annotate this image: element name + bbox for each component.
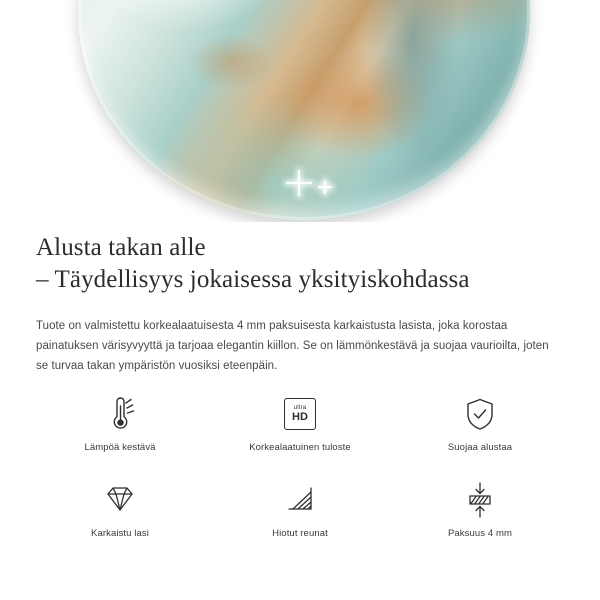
feature-label: Suojaa alustaa xyxy=(447,442,513,453)
thermometer-icon xyxy=(103,392,137,436)
thickness-icon xyxy=(461,478,499,522)
round-glass-print-image xyxy=(78,0,530,220)
feature-label: Paksuus 4 mm xyxy=(447,528,513,539)
hero-image xyxy=(0,0,600,222)
headline-line-2: – Täydellisyys jokaisessa yksityiskohdassa xyxy=(36,266,470,293)
feature-item-high-quality-print xyxy=(210,392,390,470)
feature-item-polished-edges xyxy=(210,478,390,556)
feature-label: Hiotut reunat xyxy=(272,528,328,539)
feature-label: Lämpöä kestävä xyxy=(84,442,156,453)
feature-item-tempered-glass xyxy=(30,478,210,556)
polished-edges-icon xyxy=(281,478,319,522)
feature-item-thickness xyxy=(390,478,570,556)
content-block xyxy=(36,232,566,376)
shield-check-icon xyxy=(463,392,497,436)
feature-grid xyxy=(30,392,570,556)
feature-label: Karkaistu lasi xyxy=(91,528,149,539)
body-paragraph: Tuote on valmistettu korkealaatuisesta 4 mm paksuisesta karkaistusta lasista, joka korostaa painatuksen värisyvyyttä ja tarjoaa elegantin kiillon. Se on lämmönkestävä ja suojaa vaurioilta, joten se turvaa takan ympäristön vuosiksi eteenpäin. xyxy=(36,320,549,372)
diamond-icon xyxy=(101,478,139,522)
feature-item-heat-resistant xyxy=(30,392,210,470)
headline-line-1: Alusta takan alle xyxy=(36,234,206,261)
ultra-hd-icon xyxy=(284,392,316,436)
page-title xyxy=(36,232,566,296)
ultra-hd-big-text: HD xyxy=(292,411,308,423)
feature-item-protects-surface xyxy=(390,392,570,470)
feature-label: Korkealaatuinen tuloste xyxy=(249,442,351,453)
ultra-hd-small-text: ultra xyxy=(293,405,307,411)
